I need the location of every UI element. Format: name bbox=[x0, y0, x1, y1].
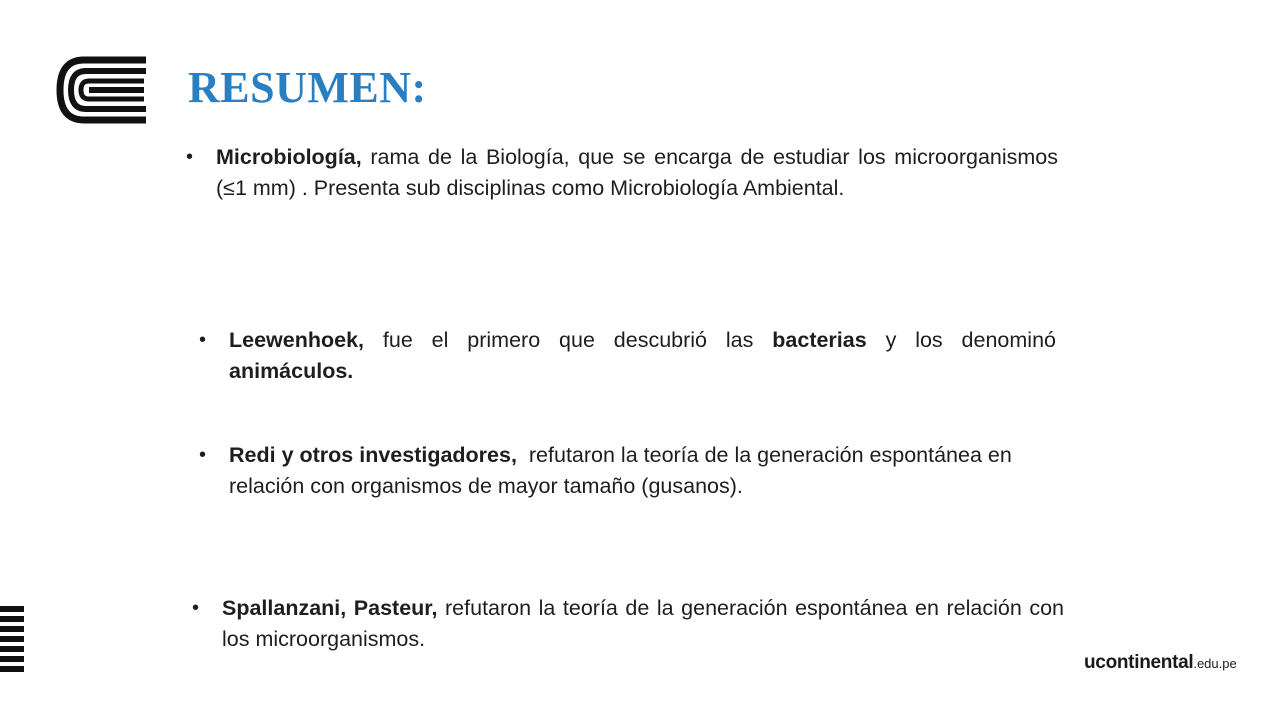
bullet-leewenhoek bbox=[199, 325, 1056, 387]
decorative-stripes-icon bbox=[0, 606, 24, 676]
brand-logo bbox=[1084, 652, 1237, 674]
brand-main: ucontinental bbox=[1084, 652, 1194, 673]
bullet-text: Spallanzani, Pasteur, refutaron la teoría de la generación espontánea en relación con los microorganismos. bbox=[222, 596, 1064, 651]
continental-logo-icon bbox=[56, 56, 148, 124]
bullet-marker: • bbox=[199, 329, 207, 351]
bullet-text: Microbiología, rama de la Biología, que se encarga de estudiar los microorganismos (≤1 mm) . Presenta sub disciplinas como Microbiología Ambiental. bbox=[216, 145, 1058, 200]
bullet-marker: • bbox=[186, 146, 194, 168]
bullet-microbiologia bbox=[186, 142, 1058, 204]
bullet-marker: • bbox=[192, 597, 200, 619]
bullet-text: Redi y otros investigadores, refutaron la teoría de la generación espontánea en relación con organismos de mayor tamaño (gusanos). bbox=[229, 443, 1018, 498]
bullet-marker: • bbox=[199, 444, 207, 466]
bullet-text: Leewenhoek, fue el primero que descubrió las bacterias y los denominó animáculos. bbox=[229, 328, 1056, 383]
bullet-redi bbox=[199, 440, 1077, 502]
page-title: RESUMEN: bbox=[188, 63, 427, 112]
bullet-spallanzani-pasteur bbox=[192, 593, 1064, 655]
brand-suffix: .edu.pe bbox=[1193, 656, 1237, 671]
